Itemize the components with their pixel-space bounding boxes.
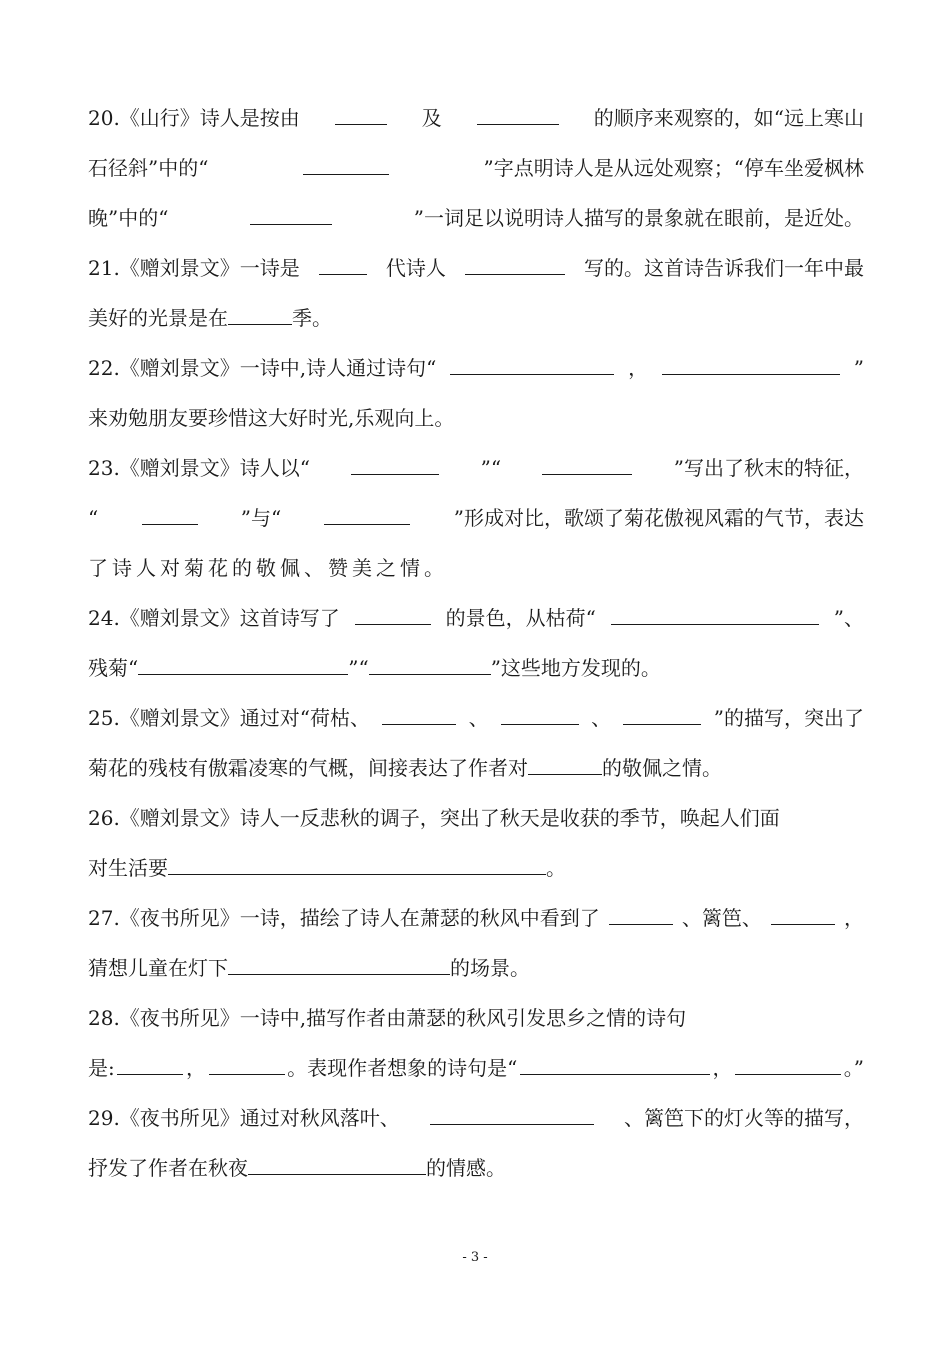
text-segment: 写的。这首诗告诉我们一年中最 xyxy=(584,256,864,280)
text-segment: 20.《山行》诗人是按由 xyxy=(88,106,300,130)
text-segment: ”一词足以说明诗人描写的景象就在眼前，是近处。 xyxy=(413,206,864,230)
q24-line-1 xyxy=(88,604,864,632)
text-segment: ”形成对比，歌颂了菊花傲视风霜的气节，表达 xyxy=(453,506,864,530)
answer-blank[interactable] xyxy=(209,1054,285,1075)
text-segment: ”字点明诗人是从远处观察；“停车坐爱枫林 xyxy=(483,156,864,180)
q24-line-2 xyxy=(88,654,661,682)
q20-line-2 xyxy=(88,154,864,182)
text-segment: “ xyxy=(88,506,99,530)
answer-blank[interactable] xyxy=(228,954,450,975)
text-segment: 来劝勉朋友要珍惜这大好时光,乐观向上。 xyxy=(88,406,455,430)
text-segment: 22.《赠刘景文》一诗中,诗人通过诗句“ xyxy=(88,356,437,380)
text-segment: 、 xyxy=(591,706,612,730)
answer-blank[interactable] xyxy=(662,354,840,375)
answer-blank[interactable] xyxy=(520,1054,710,1075)
text-segment: 。 xyxy=(546,856,566,880)
q21-line-2 xyxy=(88,304,332,332)
answer-blank[interactable] xyxy=(355,604,431,625)
text-segment: ， xyxy=(844,906,864,930)
answer-blank[interactable] xyxy=(168,854,546,875)
q21-line-1 xyxy=(88,254,864,282)
text-segment: 29.《夜书所见》通过对秋风落叶、 xyxy=(88,1106,400,1130)
text-segment: ， xyxy=(712,1056,733,1080)
q22-line-2 xyxy=(88,404,454,432)
answer-blank[interactable] xyxy=(351,454,439,475)
answer-blank[interactable] xyxy=(735,1054,841,1075)
answer-blank[interactable] xyxy=(369,654,491,675)
text-segment: 26.《赠刘景文》诗人一反悲秋的调子，突出了秋天是收获的季节，唤起人们面 xyxy=(88,806,780,830)
text-segment: 的敬佩之情。 xyxy=(602,756,722,780)
q26-line-2 xyxy=(88,854,566,882)
answer-blank[interactable] xyxy=(250,204,332,225)
answer-blank[interactable] xyxy=(501,704,579,725)
answer-blank[interactable] xyxy=(303,154,389,175)
text-segment: 了诗人对菊花的敬佩、赞美之情。 xyxy=(88,556,448,580)
answer-blank[interactable] xyxy=(623,704,701,725)
q23-line-3 xyxy=(88,554,448,582)
q20-line-3 xyxy=(88,204,864,232)
text-segment: 代诗人 xyxy=(385,256,446,280)
answer-blank[interactable] xyxy=(382,704,456,725)
text-segment: 25.《赠刘景文》通过对“荷枯、 xyxy=(88,706,371,730)
text-segment: ”“ xyxy=(348,656,369,680)
answer-blank[interactable] xyxy=(142,504,198,525)
text-segment: 的景色，从枯荷“ xyxy=(445,606,596,630)
text-segment: ”“ xyxy=(480,456,502,480)
text-segment: ”的描写，突出了 xyxy=(713,706,864,730)
text-segment: 石径斜”中的“ xyxy=(88,156,209,180)
text-segment: 菊花的残枝有傲霜凌寒的气概，间接表达了作者对 xyxy=(88,756,528,780)
text-segment: 。” xyxy=(843,1056,864,1080)
q27-line-2 xyxy=(88,954,530,982)
answer-blank[interactable] xyxy=(465,254,565,275)
text-segment: 、篱笆、 xyxy=(681,906,762,930)
answer-blank[interactable] xyxy=(138,654,348,675)
q25-line-1 xyxy=(88,704,864,732)
text-segment: 24.《赠刘景文》这首诗写了 xyxy=(88,606,340,630)
answer-blank[interactable] xyxy=(771,904,835,925)
text-segment: 23.《赠刘景文》诗人以“ xyxy=(88,456,311,480)
text-segment: 28.《夜书所见》一诗中,描写作者由萧瑟的秋风引发思乡之情的诗句 xyxy=(88,1006,687,1030)
text-segment: 、篱笆下的灯火等的描写， xyxy=(624,1106,864,1130)
text-segment: 的顺序来观察的，如“远上寒山 xyxy=(593,106,864,130)
text-segment: 猜想儿童在灯下 xyxy=(88,956,228,980)
text-segment: 27.《夜书所见》一诗，描绘了诗人在萧瑟的秋风中看到了 xyxy=(88,906,600,930)
text-segment: ”、 xyxy=(833,606,864,630)
text-segment: ”这些地方发现的。 xyxy=(490,656,661,680)
answer-blank[interactable] xyxy=(228,304,292,325)
text-segment: ”写出了秋末的特征， xyxy=(673,456,864,480)
text-segment: 抒发了作者在秋夜 xyxy=(88,1156,248,1180)
text-segment: ， xyxy=(185,1056,206,1080)
q23-line-2 xyxy=(88,504,864,532)
answer-blank[interactable] xyxy=(117,1054,183,1075)
q29-line-2 xyxy=(88,1154,506,1182)
q25-line-2 xyxy=(88,754,722,782)
answer-blank[interactable] xyxy=(430,1104,594,1125)
answer-blank[interactable] xyxy=(450,354,614,375)
q27-line-1 xyxy=(88,904,864,932)
text-segment: 的情感。 xyxy=(426,1156,506,1180)
answer-blank[interactable] xyxy=(324,504,410,525)
answer-blank[interactable] xyxy=(528,754,602,775)
q23-line-1 xyxy=(88,454,864,482)
text-segment: ， xyxy=(628,356,649,380)
q28-line-2 xyxy=(88,1054,864,1082)
answer-blank[interactable] xyxy=(542,454,632,475)
q28-line-1 xyxy=(88,1004,686,1032)
answer-blank[interactable] xyxy=(477,104,559,125)
q26-line-1 xyxy=(88,804,864,832)
text-segment: 美好的光景是在 xyxy=(88,306,228,330)
page-number: - 3 - xyxy=(462,1250,488,1265)
text-segment: 是: xyxy=(88,1056,115,1080)
text-segment: 的场景。 xyxy=(450,956,530,980)
q22-line-1 xyxy=(88,354,864,382)
answer-blank[interactable] xyxy=(248,1154,426,1175)
text-segment: 晚”中的“ xyxy=(88,206,169,230)
answer-blank[interactable] xyxy=(319,254,367,275)
text-segment: ”与“ xyxy=(240,506,282,530)
answer-blank[interactable] xyxy=(609,904,673,925)
text-segment: ” xyxy=(853,356,864,380)
text-segment: 对生活要 xyxy=(88,856,168,880)
text-segment: 。表现作者想象的诗句是“ xyxy=(287,1056,518,1080)
text-segment: 、 xyxy=(468,706,489,730)
text-segment: 残菊“ xyxy=(88,656,139,680)
text-segment: 季。 xyxy=(292,306,332,330)
answer-blank[interactable] xyxy=(335,104,387,125)
q29-line-1 xyxy=(88,1104,864,1132)
answer-blank[interactable] xyxy=(611,604,819,625)
q20-line-1 xyxy=(88,104,864,132)
text-segment: 21.《赠刘景文》一诗是 xyxy=(88,256,300,280)
text-segment: 及 xyxy=(421,106,442,130)
